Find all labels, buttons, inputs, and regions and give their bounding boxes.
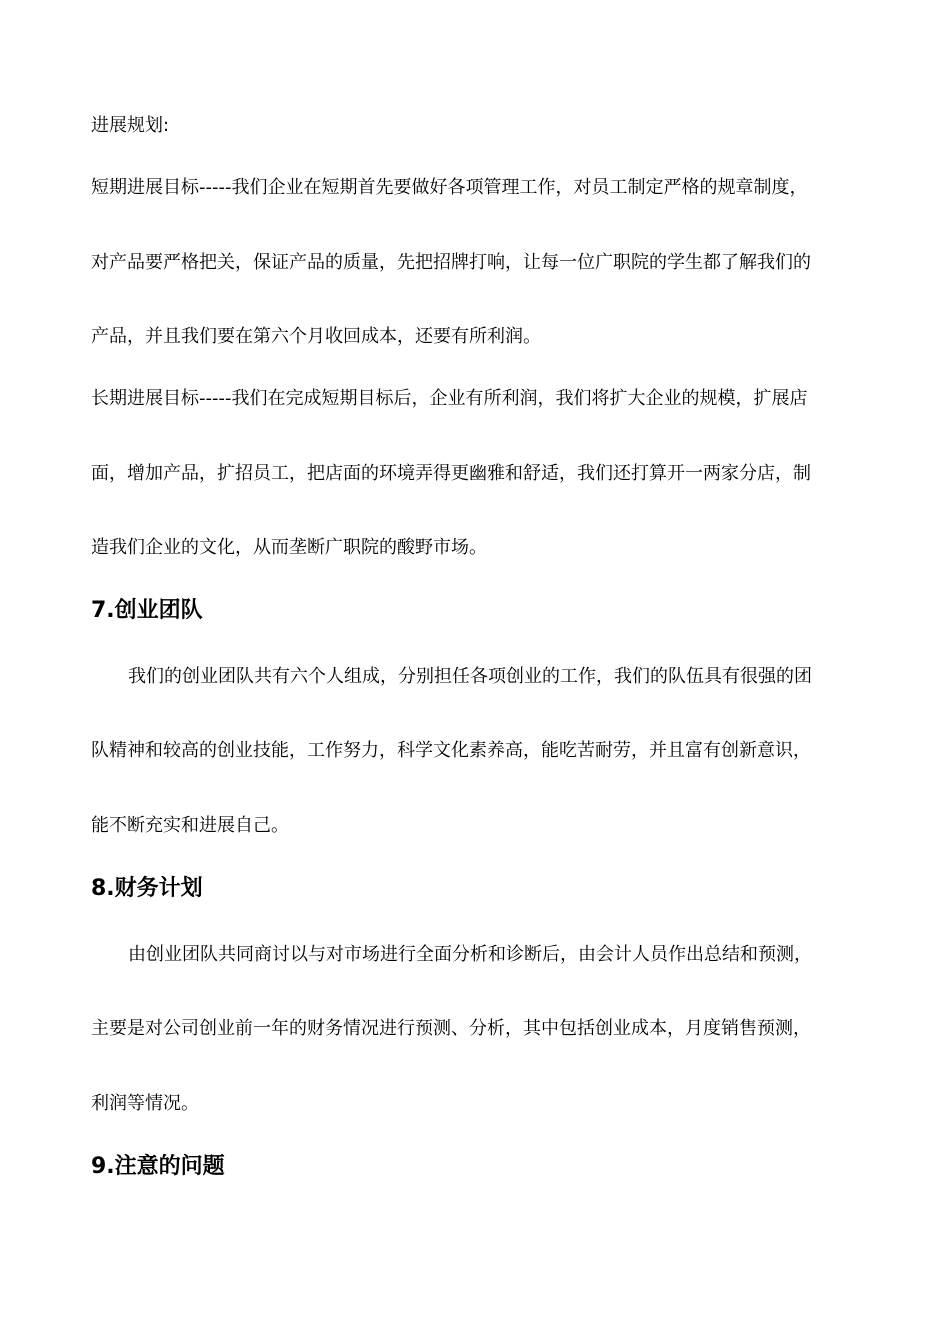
team-line-3: 能不断充实和进展自己。 [91,815,289,836]
short-term-line-1: 短期进展目标-----我们企业在短期首先要做好各项管理工作，对员工制定严格的规章制度， [91,177,808,198]
section-heading-finance: 8.财务计划 [91,876,203,901]
long-term-line-1: 长期进展目标-----我们在完成短期目标后，企业有所利润，我们将扩大企业的规模，扩展店 [91,388,808,409]
long-term-line-3: 造我们企业的文化，从而垄断广职院的酸野市场。 [91,537,487,558]
short-term-line-2: 对产品要严格把关，保证产品的质量，先把招牌打响，让每一位广职院的学生都了解我们的 [91,252,811,273]
long-term-line-2: 面，增加产品，扩招员工，把店面的环境弄得更幽雅和舒适，我们还打算开一两家分店，制 [91,463,811,484]
finance-line-2: 主要是对公司创业前一年的财务情况进行预测、分析，其中包括创业成本，月度销售预测， [91,1018,811,1039]
short-term-line-3: 产品，并且我们要在第六个月收回成本，还要有所利润。 [91,326,541,347]
team-line-1: 我们的创业团队共有六个人组成，分别担任各项创业的工作，我们的队伍具有很强的团 [128,666,812,687]
finance-line-1: 由创业团队共同商讨以与对市场进行全面分析和诊断后，由会计人员作出总结和预测， [128,944,812,965]
section-heading-team: 7.创业团队 [91,598,203,623]
section-heading-issues: 9.注意的问题 [91,1154,225,1179]
finance-line-3: 利润等情况。 [91,1093,199,1114]
plan-label: 进展规划: [91,115,170,136]
team-line-2: 队精神和较高的创业技能，工作努力，科学文化素养高，能吃苦耐劳，并且富有创新意识， [91,740,811,761]
